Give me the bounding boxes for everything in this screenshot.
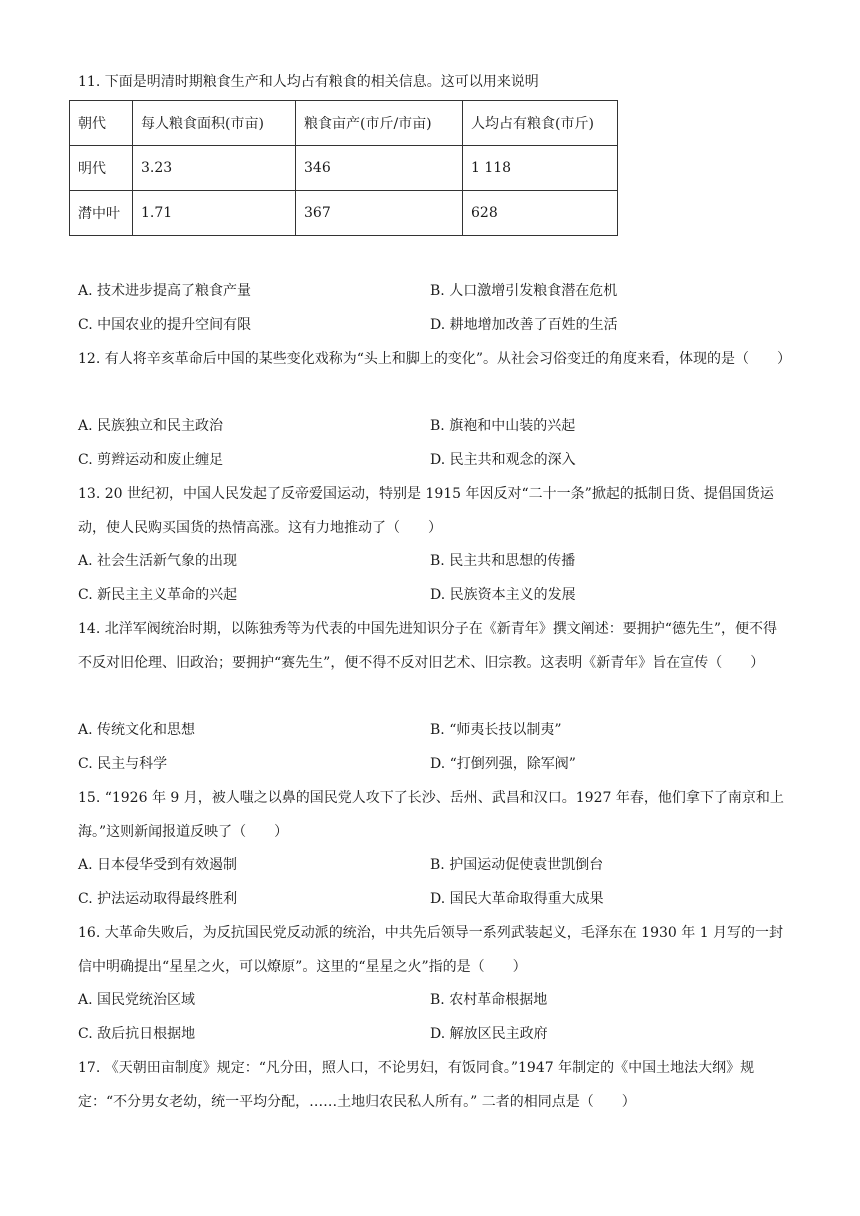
- option-a[interactable]: A. 技术进步提高了粮食产量: [78, 283, 252, 299]
- table-header-cell: 朝代: [70, 101, 133, 146]
- option-c[interactable]: C. 敌后抗日根据地: [78, 1026, 196, 1042]
- table-cell: 346: [296, 146, 463, 191]
- question-11-stem: 11. 下面是明清时期粮食生产和人均占有粮食的相关信息。这可以用来说明: [78, 74, 539, 90]
- option-c[interactable]: C. 护法运动取得最终胜利: [78, 891, 238, 907]
- options-row: [78, 578, 788, 612]
- table-cell: 1.71: [133, 191, 296, 236]
- option-b[interactable]: B. 旗袍和中山装的兴起: [430, 418, 576, 434]
- question-13-stem: 13. 20 世纪初，中国人民发起了反帝爱国运动，特别是 1915 年因反对“二十一条”掀起的抵制日货、提倡国货运动，使人民购买国货的热情高涨。这有力地推动了（ ）: [78, 486, 774, 536]
- option-d[interactable]: D. “打倒列强，除军阀”: [430, 756, 576, 772]
- option-b[interactable]: B. 民主共和思想的传播: [430, 553, 576, 569]
- question-14-stem: 14. 北洋军阀统治时期，以陈独秀等为代表的中国先进知识分子在《新青年》撰文阐述：要拥护“德先生”，便不得不反对旧伦理、旧政治；要拥护“赛先生”，便不得不反对旧艺术、旧宗教。这表明《新青年》旨在宣传（ ）: [78, 621, 778, 671]
- option-d[interactable]: D. 民族资本主义的发展: [430, 587, 576, 603]
- options-row: [78, 308, 788, 342]
- option-b[interactable]: B. 护国运动促使袁世凯倒台: [430, 857, 604, 873]
- table-cell: 3.23: [133, 146, 296, 191]
- table-row: [70, 191, 618, 236]
- table-cell: 628: [463, 191, 618, 236]
- option-d[interactable]: D. 耕地增加改善了百姓的生活: [430, 317, 618, 333]
- options-row: [78, 747, 788, 781]
- option-a[interactable]: A. 国民党统治区域: [78, 992, 196, 1008]
- option-c[interactable]: C. 剪辫运动和废止缠足: [78, 452, 224, 468]
- option-d[interactable]: D. 解放区民主政府: [430, 1026, 548, 1042]
- option-a[interactable]: A. 传统文化和思想: [78, 722, 196, 738]
- option-a[interactable]: A. 民族独立和民主政治: [78, 418, 224, 434]
- question-12-stem: 12. 有人将辛亥革命后中国的某些变化戏称为“头上和脚上的变化”。从社会习俗变迁的角度来看，体现的是（ ）: [78, 351, 792, 367]
- grain-data-table: [69, 100, 618, 236]
- option-a[interactable]: A. 社会生活新气象的出现: [78, 553, 238, 569]
- option-c[interactable]: C. 新民主主义革命的兴起: [78, 587, 238, 603]
- option-d[interactable]: D. 民主共和观念的深入: [430, 452, 576, 468]
- option-a[interactable]: A. 日本侵华受到有效遏制: [78, 857, 238, 873]
- question-16-stem: 16. 大革命失败后，为反抗国民党反动派的统治，中共先后领导一系列武装起义，毛泽东在 1930 年 1 月写的一封信中明确提出“星星之火，可以燎原”。这里的“星星之火”指的是（ ）: [78, 925, 784, 975]
- options-row: [78, 882, 788, 916]
- option-b[interactable]: B. 农村革命根据地: [430, 992, 548, 1008]
- table-cell: 潸中叶: [70, 191, 133, 236]
- table-header-cell: 人均占有粮食(市斤): [463, 101, 618, 146]
- options-row: [78, 544, 788, 578]
- option-c[interactable]: C. 民主与科学: [78, 756, 168, 772]
- options-row: [78, 713, 788, 747]
- table-header-row: [70, 101, 618, 146]
- question-17-stem: 17. 《天朝田亩制度》规定：“凡分田，照人口，不论男妇，有饭同食。”1947 年制定的《中国土地法大纲》规定：“不分男女老幼，统一平均分配，……土地归农民私人所有。” 二者的相同点是（ ）: [78, 1060, 755, 1110]
- options-row: [78, 409, 788, 443]
- table-cell: 1 118: [463, 146, 618, 191]
- table-header-cell: 粮食亩产(市斤/市亩): [296, 101, 463, 146]
- options-row: [78, 274, 788, 308]
- question-15-stem: 15. “1926 年 9 月，被人嗤之以鼻的国民党人攻下了长沙、岳州、武昌和汉口。1927 年春，他们拿下了南京和上海。”这则新闻报道反映了（ ）: [78, 790, 784, 840]
- option-c[interactable]: C. 中国农业的提升空间有限: [78, 317, 252, 333]
- options-row: [78, 1017, 788, 1051]
- options-row: [78, 983, 788, 1017]
- table-row: [70, 146, 618, 191]
- table-header-cell: 每人粮食面积(市亩): [133, 101, 296, 146]
- option-b[interactable]: B. “师夷长技以制夷”: [430, 722, 562, 738]
- table-cell: 明代: [70, 146, 133, 191]
- options-row: [78, 848, 788, 882]
- option-d[interactable]: D. 国民大革命取得重大成果: [430, 891, 604, 907]
- option-b[interactable]: B. 人口激增引发粮食潜在危机: [430, 283, 618, 299]
- table-cell: 367: [296, 191, 463, 236]
- options-row: [78, 443, 788, 477]
